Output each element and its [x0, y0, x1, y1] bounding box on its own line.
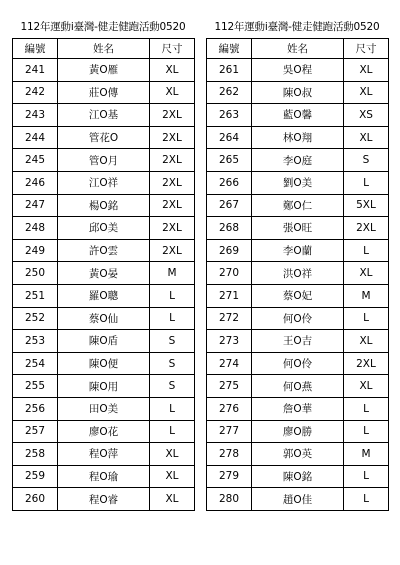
cell-number: 247 — [13, 194, 58, 217]
cell-size: L — [344, 171, 389, 194]
cell-name: 江O基 — [58, 104, 150, 127]
cell-name: 洪O祥 — [252, 262, 344, 285]
cell-size: XL — [150, 81, 195, 104]
table-row — [13, 126, 195, 149]
cell-number: 259 — [13, 465, 58, 488]
cell-name: 廖O勝 — [252, 420, 344, 443]
cell-name: 李O庭 — [252, 149, 344, 172]
table-row — [13, 397, 195, 420]
table-row — [13, 59, 195, 82]
cell-name: 廖O花 — [58, 420, 150, 443]
cell-number: 242 — [13, 81, 58, 104]
left-roster-body — [13, 59, 195, 511]
cell-size: L — [150, 397, 195, 420]
table-header-row — [13, 39, 195, 59]
table-row — [13, 217, 195, 240]
header-size: 尺寸 — [150, 39, 195, 59]
header-name: 姓名 — [252, 39, 344, 59]
cell-size: 2XL — [150, 149, 195, 172]
cell-name: 程O萍 — [58, 443, 150, 466]
table-row — [13, 443, 195, 466]
cell-number: 275 — [207, 375, 252, 398]
left-roster-title: 112年運動i臺灣-健走健跑活動0520 — [20, 21, 186, 33]
cell-name: 吳O程 — [252, 59, 344, 82]
cell-name: 趙O佳 — [252, 488, 344, 511]
cell-size: XL — [344, 59, 389, 82]
table-row — [207, 59, 389, 82]
cell-number: 252 — [13, 307, 58, 330]
cell-name: 何O伶 — [252, 352, 344, 375]
cell-name: 李O蘭 — [252, 239, 344, 262]
cell-size: 2XL — [150, 194, 195, 217]
cell-size: XL — [344, 330, 389, 353]
cell-size: S — [150, 352, 195, 375]
cell-size: L — [344, 397, 389, 420]
cell-number: 256 — [13, 397, 58, 420]
cell-size: M — [150, 262, 195, 285]
table-row — [13, 465, 195, 488]
cell-name: 陳O叔 — [252, 81, 344, 104]
table-row — [13, 488, 195, 511]
cell-number: 267 — [207, 194, 252, 217]
cell-name: 鄭O仁 — [252, 194, 344, 217]
table-row — [207, 126, 389, 149]
cell-name: 田O美 — [58, 397, 150, 420]
cell-size: 2XL — [150, 217, 195, 240]
table-row — [13, 149, 195, 172]
left-roster — [12, 21, 194, 511]
table-row — [13, 81, 195, 104]
table-row — [207, 330, 389, 353]
table-row — [13, 284, 195, 307]
cell-name: 管O月 — [58, 149, 150, 172]
cell-name: 王O吉 — [252, 330, 344, 353]
cell-size: L — [344, 307, 389, 330]
cell-size: 5XL — [344, 194, 389, 217]
table-row — [207, 443, 389, 466]
cell-number: 258 — [13, 443, 58, 466]
cell-name: 江O祥 — [58, 171, 150, 194]
right-roster — [206, 21, 388, 511]
cell-number: 270 — [207, 262, 252, 285]
cell-name: 何O燕 — [252, 375, 344, 398]
cell-size: L — [344, 420, 389, 443]
cell-name: 程O瑜 — [58, 465, 150, 488]
header-size: 尺寸 — [344, 39, 389, 59]
table-row — [207, 217, 389, 240]
cell-size: XL — [344, 81, 389, 104]
cell-number: 279 — [207, 465, 252, 488]
table-row — [207, 397, 389, 420]
table-row — [13, 104, 195, 127]
table-row — [207, 104, 389, 127]
cell-size: L — [344, 465, 389, 488]
header-number: 編號 — [13, 39, 58, 59]
cell-name: 林O翔 — [252, 126, 344, 149]
cell-size: XL — [150, 488, 195, 511]
cell-name: 楊O銘 — [58, 194, 150, 217]
cell-name: 邱O美 — [58, 217, 150, 240]
cell-size: S — [344, 149, 389, 172]
cell-name: 陳O用 — [58, 375, 150, 398]
cell-number: 269 — [207, 239, 252, 262]
cell-size: XL — [344, 126, 389, 149]
table-row — [13, 239, 195, 262]
cell-size: XS — [344, 104, 389, 127]
table-row — [13, 330, 195, 353]
table-row — [13, 194, 195, 217]
cell-number: 266 — [207, 171, 252, 194]
cell-name: 蔡O妃 — [252, 284, 344, 307]
cell-size: 2XL — [150, 171, 195, 194]
table-row — [13, 262, 195, 285]
cell-name: 陳O便 — [58, 352, 150, 375]
cell-size: L — [150, 420, 195, 443]
cell-number: 251 — [13, 284, 58, 307]
cell-name: 詹O華 — [252, 397, 344, 420]
cell-name: 程O睿 — [58, 488, 150, 511]
cell-size: XL — [150, 443, 195, 466]
cell-number: 257 — [13, 420, 58, 443]
cell-size: 2XL — [150, 126, 195, 149]
cell-name: 管花O — [58, 126, 150, 149]
table-row — [13, 171, 195, 194]
cell-number: 272 — [207, 307, 252, 330]
cell-name: 黃O晏 — [58, 262, 150, 285]
table-row — [207, 81, 389, 104]
cell-number: 278 — [207, 443, 252, 466]
cell-name: 羅O聰 — [58, 284, 150, 307]
cell-name: 蔡O仙 — [58, 307, 150, 330]
cell-size: 2XL — [344, 217, 389, 240]
right-roster-title: 112年運動i臺灣-健走健跑活動0520 — [214, 21, 380, 33]
cell-size: L — [150, 307, 195, 330]
cell-name: 張O旺 — [252, 217, 344, 240]
cell-name: 何O伶 — [252, 307, 344, 330]
cell-size: M — [344, 443, 389, 466]
cell-number: 248 — [13, 217, 58, 240]
table-row — [207, 239, 389, 262]
cell-name: 藍O馨 — [252, 104, 344, 127]
cell-number: 249 — [13, 239, 58, 262]
cell-number: 276 — [207, 397, 252, 420]
cell-number: 277 — [207, 420, 252, 443]
cell-number: 255 — [13, 375, 58, 398]
cell-number: 246 — [13, 171, 58, 194]
cell-number: 264 — [207, 126, 252, 149]
cell-number: 274 — [207, 352, 252, 375]
table-row — [207, 352, 389, 375]
cell-number: 260 — [13, 488, 58, 511]
cell-number: 244 — [13, 126, 58, 149]
cell-size: M — [344, 284, 389, 307]
cell-size: 2XL — [344, 352, 389, 375]
table-row — [207, 171, 389, 194]
cell-number: 265 — [207, 149, 252, 172]
table-row — [207, 420, 389, 443]
cell-size: 2XL — [150, 239, 195, 262]
left-roster-table — [12, 38, 195, 511]
table-row — [207, 307, 389, 330]
cell-number: 261 — [207, 59, 252, 82]
cell-number: 280 — [207, 488, 252, 511]
header-name: 姓名 — [58, 39, 150, 59]
cell-name: 陳O盾 — [58, 330, 150, 353]
table-row — [207, 262, 389, 285]
cell-name: 許O雲 — [58, 239, 150, 262]
table-header-row — [207, 39, 389, 59]
cell-number: 243 — [13, 104, 58, 127]
table-row — [13, 420, 195, 443]
cell-size: XL — [344, 375, 389, 398]
cell-name: 莊O傳 — [58, 81, 150, 104]
cell-size: XL — [150, 59, 195, 82]
cell-number: 254 — [13, 352, 58, 375]
cell-size: L — [150, 284, 195, 307]
cell-name: 黃O雁 — [58, 59, 150, 82]
table-row — [13, 352, 195, 375]
cell-size: S — [150, 330, 195, 353]
cell-number: 273 — [207, 330, 252, 353]
table-row — [207, 149, 389, 172]
cell-size: XL — [150, 465, 195, 488]
table-row — [207, 284, 389, 307]
cell-name: 郭O英 — [252, 443, 344, 466]
cell-size: L — [344, 239, 389, 262]
cell-size: S — [150, 375, 195, 398]
right-roster-table — [206, 38, 389, 511]
cell-number: 271 — [207, 284, 252, 307]
cell-number: 250 — [13, 262, 58, 285]
table-row — [207, 194, 389, 217]
cell-number: 268 — [207, 217, 252, 240]
cell-size: 2XL — [150, 104, 195, 127]
table-row — [13, 375, 195, 398]
table-row — [207, 375, 389, 398]
cell-number: 245 — [13, 149, 58, 172]
cell-name: 劉O美 — [252, 171, 344, 194]
cell-number: 241 — [13, 59, 58, 82]
cell-number: 253 — [13, 330, 58, 353]
table-row — [207, 465, 389, 488]
header-number: 編號 — [207, 39, 252, 59]
cell-size: L — [344, 488, 389, 511]
cell-number: 263 — [207, 104, 252, 127]
cell-number: 262 — [207, 81, 252, 104]
right-roster-body — [207, 59, 389, 511]
table-row — [207, 488, 389, 511]
cell-name: 陳O銘 — [252, 465, 344, 488]
cell-size: XL — [344, 262, 389, 285]
table-row — [13, 307, 195, 330]
